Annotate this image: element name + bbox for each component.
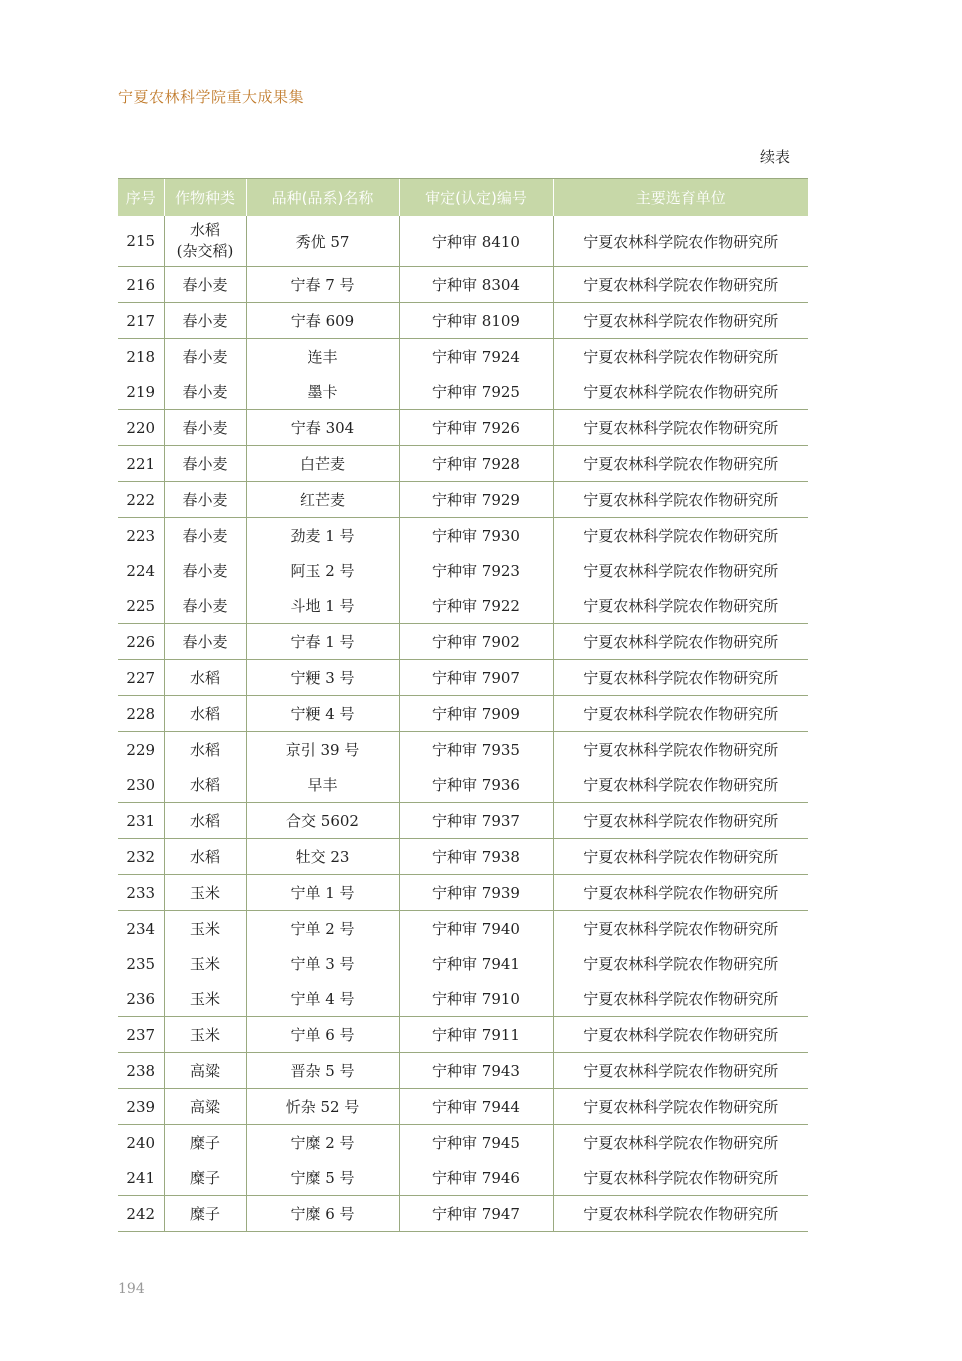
table-row: [118, 732, 808, 768]
cell-crop: 春小麦: [164, 339, 246, 375]
cell-variety: 宁单 4 号: [246, 981, 399, 1017]
cell-crop: 春小麦: [164, 624, 246, 660]
cell-no: 223: [126, 526, 156, 545]
cell-no: 224: [126, 561, 156, 580]
table-row: [118, 1089, 808, 1125]
cell-variety: 秀优 57: [246, 216, 399, 267]
cell-unit: 宁夏农林科学院农作物研究所: [553, 446, 808, 482]
cell-unit: 宁夏农林科学院农作物研究所: [553, 1053, 808, 1089]
table-row: [118, 1017, 808, 1053]
cell-variety: 宁糜 2 号: [246, 1125, 399, 1161]
cell-unit: 宁夏农林科学院农作物研究所: [553, 1160, 808, 1196]
cell-crop: 玉米: [164, 981, 246, 1017]
cell-variety: 宁单 1 号: [246, 875, 399, 911]
cell-unit: 宁夏农林科学院农作物研究所: [553, 875, 808, 911]
cell-variety: 墨卡: [246, 374, 399, 410]
cell-variety: 合交 5602: [246, 803, 399, 839]
table-row: [118, 1125, 808, 1161]
table-row: [118, 303, 808, 339]
cell-no: 225: [126, 596, 156, 615]
cell-crop: 糜子: [164, 1160, 246, 1196]
crop-line-1: 水稻: [189, 221, 220, 239]
cell-no: 235: [126, 954, 156, 973]
cell-no: 217: [126, 311, 156, 330]
cell-crop: 春小麦: [164, 374, 246, 410]
table-row: [118, 482, 808, 518]
cell-no: 236: [126, 989, 156, 1008]
cell-code: 宁种审 7944: [399, 1089, 553, 1125]
cell-unit: 宁夏农林科学院农作物研究所: [553, 303, 808, 339]
cell-unit: 宁夏农林科学院农作物研究所: [553, 374, 808, 410]
cell-no: 232: [126, 847, 156, 866]
cell-variety: 白芒麦: [246, 446, 399, 482]
table-row: [118, 624, 808, 660]
cell-code: 宁种审 7943: [399, 1053, 553, 1089]
cell-crop: 水稻: [164, 767, 246, 803]
cell-code: 宁种审 7911: [399, 1017, 553, 1053]
cell-variety: 宁春 304: [246, 410, 399, 446]
cell-variety: 连丰: [246, 339, 399, 375]
cell-code: 宁种审 7947: [399, 1196, 553, 1232]
cell-variety: 宁单 3 号: [246, 946, 399, 981]
table-row: [118, 410, 808, 446]
cell-code: 宁种审 7924: [399, 339, 553, 375]
cell-code: 宁种审 7926: [399, 410, 553, 446]
table-row: [118, 518, 808, 554]
cell-unit: 宁夏农林科学院农作物研究所: [553, 1017, 808, 1053]
cell-unit: 宁夏农林科学院农作物研究所: [553, 482, 808, 518]
cell-crop: 玉米: [164, 946, 246, 981]
cell-unit: 宁夏农林科学院农作物研究所: [553, 216, 808, 267]
cell-code: 宁种审 7902: [399, 624, 553, 660]
cell-unit: 宁夏农林科学院农作物研究所: [553, 1125, 808, 1161]
cell-crop: 高粱: [164, 1089, 246, 1125]
cell-no: 219: [126, 382, 156, 401]
cell-unit: 宁夏农林科学院农作物研究所: [553, 803, 808, 839]
cell-no: 237: [126, 1025, 156, 1044]
table-row: [118, 553, 808, 588]
cell-variety: 宁粳 4 号: [246, 696, 399, 732]
cell-code: 宁种审 8410: [399, 216, 553, 267]
cell-unit: 宁夏农林科学院农作物研究所: [553, 1089, 808, 1125]
cell-crop: 水稻: [164, 660, 246, 696]
header-code: 审定(认定)编号: [399, 179, 553, 217]
cell-no: 222: [126, 490, 156, 509]
cell-crop: [164, 216, 246, 267]
cell-code: 宁种审 7941: [399, 946, 553, 981]
cell-no: 229: [126, 740, 156, 759]
cell-unit: 宁夏农林科学院农作物研究所: [553, 696, 808, 732]
cell-crop: 水稻: [164, 732, 246, 768]
table-row: [118, 588, 808, 624]
cell-code: 宁种审 7909: [399, 696, 553, 732]
cell-crop: 玉米: [164, 1017, 246, 1053]
cell-crop: 春小麦: [164, 588, 246, 624]
cell-crop: 春小麦: [164, 303, 246, 339]
cell-no: 242: [126, 1204, 156, 1223]
cell-unit: 宁夏农林科学院农作物研究所: [553, 624, 808, 660]
variety-table: [118, 178, 808, 1232]
cell-code: 宁种审 7929: [399, 482, 553, 518]
cell-variety: 宁单 6 号: [246, 1017, 399, 1053]
crop-line-2: (杂交稻): [176, 242, 234, 260]
table-row: [118, 839, 808, 875]
cell-code: 宁种审 7923: [399, 553, 553, 588]
table-row: [118, 446, 808, 482]
table-row: [118, 1160, 808, 1196]
cell-no: 220: [126, 418, 156, 437]
cell-code: 宁种审 7928: [399, 446, 553, 482]
cell-code: 宁种审 7930: [399, 518, 553, 554]
cell-code: 宁种审 7940: [399, 911, 553, 947]
cell-code: 宁种审 7922: [399, 588, 553, 624]
table-row: [118, 911, 808, 947]
header-crop: 作物种类: [164, 179, 246, 217]
cell-crop: 玉米: [164, 911, 246, 947]
cell-unit: 宁夏农林科学院农作物研究所: [553, 518, 808, 554]
cell-no: 216: [126, 275, 156, 294]
cell-code: 宁种审 7937: [399, 803, 553, 839]
table-row: [118, 216, 808, 267]
cell-crop: 水稻: [164, 696, 246, 732]
cell-unit: 宁夏农林科学院农作物研究所: [553, 732, 808, 768]
cell-crop: 春小麦: [164, 446, 246, 482]
cell-unit: 宁夏农林科学院农作物研究所: [553, 339, 808, 375]
table-row: [118, 267, 808, 303]
header-no: 序号: [118, 179, 164, 217]
cell-unit: 宁夏农林科学院农作物研究所: [553, 553, 808, 588]
cell-unit: 宁夏农林科学院农作物研究所: [553, 946, 808, 981]
cell-variety: 宁春 1 号: [246, 624, 399, 660]
page-number: 194: [118, 1281, 145, 1297]
cell-no: 215: [126, 232, 156, 250]
cell-code: 宁种审 8109: [399, 303, 553, 339]
cell-variety: 斗地 1 号: [246, 588, 399, 624]
cell-no: 234: [126, 919, 156, 938]
table-row: [118, 767, 808, 803]
cell-no: 230: [126, 775, 156, 794]
cell-crop: 糜子: [164, 1125, 246, 1161]
table-row: [118, 339, 808, 375]
cell-no: 218: [126, 347, 156, 366]
cell-no: 233: [126, 883, 156, 902]
table-row: [118, 803, 808, 839]
cell-unit: 宁夏农林科学院农作物研究所: [553, 767, 808, 803]
header-variety: 品种(品系)名称: [246, 179, 399, 217]
cell-no: 221: [126, 454, 156, 473]
cell-variety: 晋杂 5 号: [246, 1053, 399, 1089]
cell-unit: 宁夏农林科学院农作物研究所: [553, 839, 808, 875]
cell-unit: 宁夏农林科学院农作物研究所: [553, 911, 808, 947]
cell-crop: 高粱: [164, 1053, 246, 1089]
cell-crop: 水稻: [164, 803, 246, 839]
table-row: [118, 660, 808, 696]
cell-no: 239: [126, 1097, 156, 1116]
cell-variety: 宁单 2 号: [246, 911, 399, 947]
cell-unit: 宁夏农林科学院农作物研究所: [553, 588, 808, 624]
cell-crop: 春小麦: [164, 553, 246, 588]
cell-code: 宁种审 7936: [399, 767, 553, 803]
cell-no: 231: [126, 811, 156, 830]
cell-code: 宁种审 7935: [399, 732, 553, 768]
table-row: [118, 1053, 808, 1089]
cell-variety: 宁粳 3 号: [246, 660, 399, 696]
cell-unit: 宁夏农林科学院农作物研究所: [553, 267, 808, 303]
cell-code: 宁种审 7907: [399, 660, 553, 696]
cell-unit: 宁夏农林科学院农作物研究所: [553, 660, 808, 696]
cell-unit: 宁夏农林科学院农作物研究所: [553, 981, 808, 1017]
table-header-row: [118, 179, 808, 217]
cell-code: 宁种审 7946: [399, 1160, 553, 1196]
continued-label: 续表: [760, 148, 791, 166]
cell-variety: 宁糜 6 号: [246, 1196, 399, 1232]
cell-code: 宁种审 7925: [399, 374, 553, 410]
table-row: [118, 1196, 808, 1232]
cell-code: 宁种审 8304: [399, 267, 553, 303]
cell-crop: 水稻: [164, 839, 246, 875]
cell-crop: 春小麦: [164, 518, 246, 554]
cell-variety: 宁春 7 号: [246, 267, 399, 303]
cell-variety: 宁春 609: [246, 303, 399, 339]
cell-unit: 宁夏农林科学院农作物研究所: [553, 1196, 808, 1232]
cell-crop: 春小麦: [164, 410, 246, 446]
table-row: [118, 875, 808, 911]
cell-variety: 早丰: [246, 767, 399, 803]
cell-variety: 牡交 23: [246, 839, 399, 875]
cell-code: 宁种审 7945: [399, 1125, 553, 1161]
cell-code: 宁种审 7938: [399, 839, 553, 875]
cell-no: 240: [126, 1133, 156, 1152]
cell-no: 226: [126, 632, 156, 651]
cell-no: 228: [126, 704, 156, 723]
cell-crop: 玉米: [164, 875, 246, 911]
cell-variety: 红芒麦: [246, 482, 399, 518]
cell-crop: 春小麦: [164, 482, 246, 518]
book-title: 宁夏农林科学院重大成果集: [118, 88, 305, 106]
table-row: [118, 374, 808, 410]
cell-no: 227: [126, 668, 156, 687]
table-row: [118, 981, 808, 1017]
cell-variety: 劲麦 1 号: [246, 518, 399, 554]
cell-crop: 春小麦: [164, 267, 246, 303]
cell-variety: 阿玉 2 号: [246, 553, 399, 588]
cell-no: 241: [126, 1168, 156, 1187]
header-unit: 主要选育单位: [553, 179, 808, 217]
cell-variety: 忻杂 52 号: [246, 1089, 399, 1125]
cell-code: 宁种审 7939: [399, 875, 553, 911]
cell-variety: 京引 39 号: [246, 732, 399, 768]
cell-no: 238: [126, 1061, 156, 1080]
cell-code: 宁种审 7910: [399, 981, 553, 1017]
cell-variety: 宁糜 5 号: [246, 1160, 399, 1196]
cell-unit: 宁夏农林科学院农作物研究所: [553, 410, 808, 446]
cell-crop: 糜子: [164, 1196, 246, 1232]
table-row: [118, 696, 808, 732]
table-row: [118, 946, 808, 981]
